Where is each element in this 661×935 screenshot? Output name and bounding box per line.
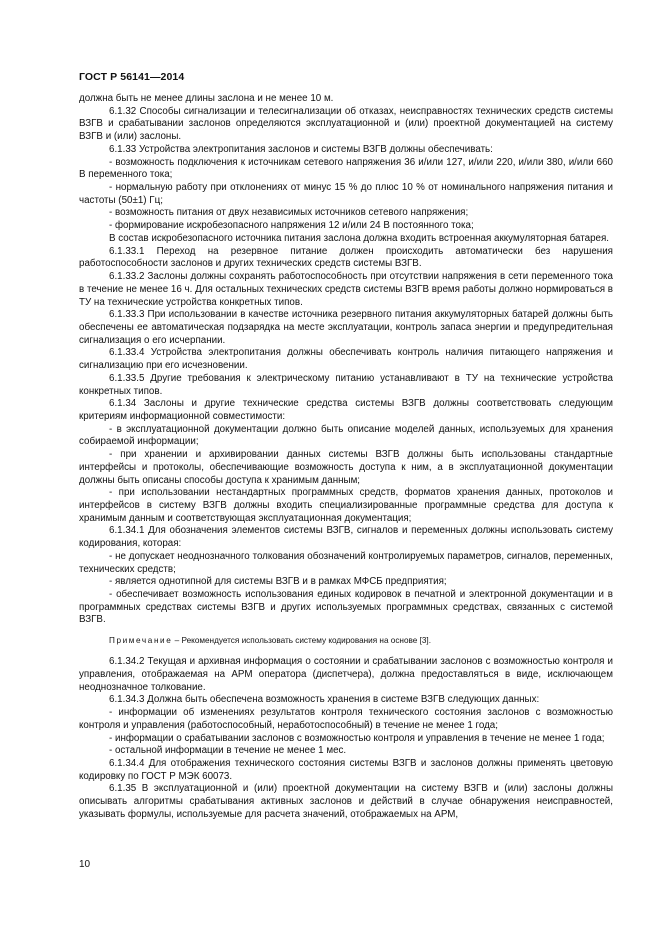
paragraph: 6.1.33.4 Устройства электропитания должны обеспечивать контроль наличия питающего напряжения и сигнализацию при его исчезновении. xyxy=(79,347,613,372)
note-text: – Рекомендуется использовать систему кодирования на основе [3]. xyxy=(172,636,431,646)
paragraph: - возможность подключения к источникам сетевого напряжения 36 и/или 127, и/или 220, и/или 380, и/или 660 В переменного тока; xyxy=(79,156,613,181)
paragraph: - информации о срабатывании заслонов с возможностью контроля и управления в течение не менее 1 года; xyxy=(109,732,605,744)
paragraph: - остальной информации в течение не менее 1 мес. xyxy=(109,745,347,757)
paragraph: 6.1.34.4 Для отображения технического состояния системы ВЗГВ и заслонов должны применять цветовую кодировку по ГОСТ Р МЭК 60073. xyxy=(79,757,613,782)
document-body xyxy=(79,93,613,822)
paragraph: В состав искробезопасного источника питания заслона должна входить встроенная аккумуляторная батарея. xyxy=(109,232,610,244)
paragraph: - нормальную работу при отклонениях от минус 15 % до плюс 10 % от номинального напряжения питания и частоты (50±1) Гц; xyxy=(79,182,613,206)
note-label: Примечание xyxy=(109,636,173,646)
paragraph: - в эксплуатационной документации должно быть описание моделей данных, используемых для хранения собираемой информации; xyxy=(79,423,613,448)
paragraph: 6.1.32 Способы сигнализации и телесигнализации об отказах, неисправностях технических средств системы ВЗГВ и срабатывании заслонов определяются эксплуатационной и (или) проектной документацией на систему ВЗГВ и (или) заслоны. xyxy=(79,105,613,143)
paragraph: должна быть не менее длины заслона и не менее 10 м. xyxy=(79,93,334,104)
paragraph: 6.1.33 Устройства электропитания заслонов и системы ВЗГВ должны обеспечивать: xyxy=(109,143,493,155)
paragraph: - при хранении и архивировании данных системы ВЗГВ должны быть использованы стандартные интерфейсы и протоколы, обеспечивающие возможность доступа к ним, а в эксплуатационной документации должны быть описаны способы доступа к хранимым данным; xyxy=(79,449,613,486)
paragraphs-before-note xyxy=(79,93,613,627)
paragraph: 6.1.35 В эксплуатационной и (или) проектной документации на систему ВЗГВ и (или) заслоны должны описывать алгоритмы срабатывания активных заслонов и действий в случае обнаружения неисправностей, указывать формулы, используемые для расчета значений, отображаемых на АРМ, xyxy=(79,783,613,820)
page-number: 10 xyxy=(79,859,91,870)
paragraph: - является однотипной для системы ВЗГВ и в рамках МФСБ предприятия; xyxy=(109,576,447,588)
paragraph: 6.1.34.2 Текущая и архивная информация о состоянии и срабатывании заслонов с возможностью контроля и управления, отображаемая на АРМ оператора (диспетчера), должна предоставляться в виде, исключающем неоднозначное толкование. xyxy=(79,656,613,693)
paragraph: 6.1.33.3 При использовании в качестве источника резервного питания аккумуляторных батарей должны быть обеспечены ее автоматическая подзарядка на месте эксплуатации, контроль запаса энергии и предупредительная сигнализация о его исчерпании. xyxy=(79,309,613,346)
paragraph: 6.1.34.1 Для обозначения элементов системы ВЗГВ, сигналов и переменных должны использовать систему кодирования, которая: xyxy=(79,525,613,550)
paragraph: - формирование искробезопасного напряжения 12 и/или 24 В постоянного тока; xyxy=(109,220,474,232)
paragraph: - возможность питания от двух независимых источников сетевого напряжения; xyxy=(109,207,469,219)
paragraph: - не допускает неоднозначного толкования обозначений контролируемых параметров, сигналов, переменных, технических средств; xyxy=(79,550,613,575)
paragraphs-after-note xyxy=(79,656,613,821)
note-paragraph xyxy=(79,635,613,647)
paragraph: 6.1.33.5 Другие требования к электрическому питанию устанавливают в ТУ на технические устройства конкретных типов. xyxy=(79,372,613,397)
paragraph: 6.1.33.2 Заслоны должны сохранять работоспособность при отсутствии напряжения в сети переменного тока в течение не менее 16 ч. Для остальных технических средств системы ВЗГВ время работы должно нормироваться в ТУ на технические устройства конкретных типов. xyxy=(79,271,613,308)
paragraph: - обеспечивает возможность использования единых кодировок в печатной и электронной документации и в программных средствах системы ВЗГВ и других используемых программных средствах, связанных с системой ВЗГВ. xyxy=(79,589,613,626)
paragraph: 6.1.33.1 Переход на резервное питание должен происходить автоматически без нарушения работоспособности заслонов и других технических средств системы ВЗГВ. xyxy=(79,245,613,270)
paragraph: 6.1.34.3 Должна быть обеспечена возможность хранения в системе ВЗГВ следующих данных: xyxy=(109,694,540,706)
paragraph: - информации об изменениях результатов контроля технического состояния заслонов с возможностью контроля и управления (работоспособный, неработоспособный) в течение не менее 1 года; xyxy=(79,707,613,731)
paragraph: 6.1.34 Заслоны и другие технические средства системы ВЗГВ должны соответствовать следующим критериям информационной совместимости: xyxy=(79,398,613,422)
document-header: ГОСТ Р 56141—2014 xyxy=(79,71,185,83)
paragraph: - при использовании нестандартных программных средств, форматов хранения данных, протоколов и интерфейсов в систему ВЗГВ должны входить специализированные программные средства для доступа к хранимым данным и соответствующая эксплуатационная документация; xyxy=(79,487,613,524)
